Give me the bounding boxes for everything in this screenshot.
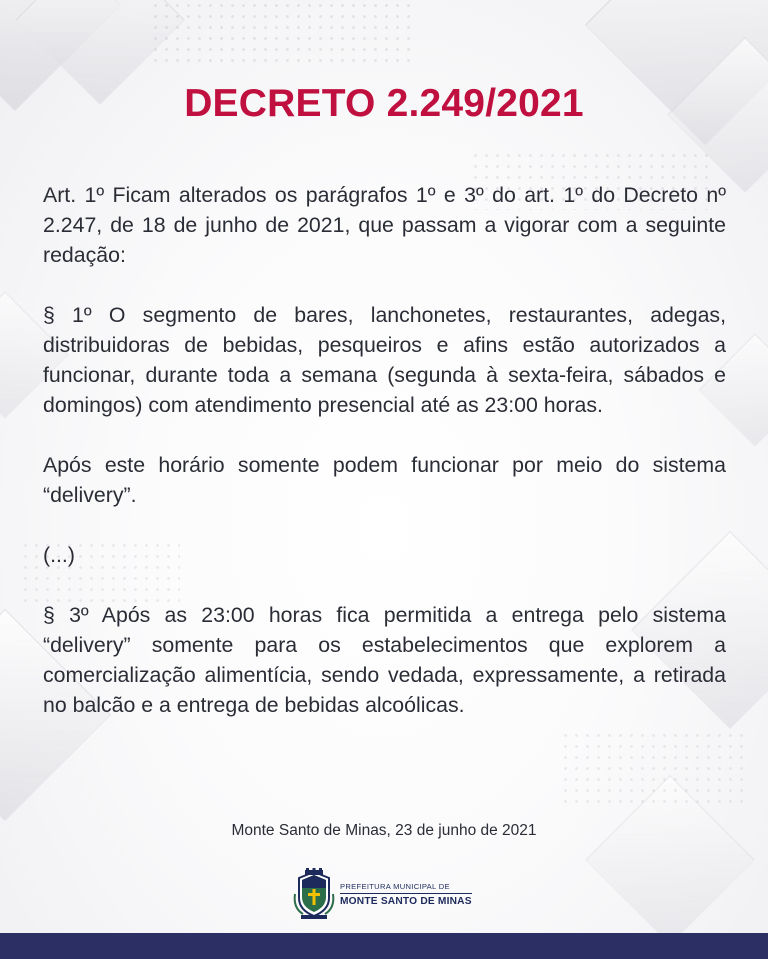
- decree-body: [43, 180, 726, 750]
- ellipsis-paragraph: (...): [43, 543, 75, 567]
- section-3-paragraph: § 3º Após as 23:00 horas fica permitida a entrega pelo sistema “delivery” somente para os estabelecimentos que explorem a comercialização alimentícia, sendo vedada, expressamente, a retirada no balcão e a entrega de bebidas alcoólicas.: [43, 603, 726, 717]
- logo-line-city: MONTE SANTO DE MINAS: [340, 895, 472, 907]
- decorative-dot-pattern: [150, 0, 410, 70]
- logo-line-prefeitura: PREFEITURA MUNICIPAL DE: [340, 882, 472, 894]
- article-1-paragraph: Art. 1º Ficam alterados os parágrafos 1º e 3º do art. 1º do Decreto nº 2.247, de 18 de junho de 2021, que passam a vigorar com a seguinte redação:: [43, 183, 726, 267]
- footer-bar: [0, 933, 768, 959]
- municipal-crest-icon: [293, 868, 335, 920]
- section-1-paragraph: § 1º O segmento de bares, lanchonetes, restaurantes, adegas, distribuidoras de bebidas, pesqueiros e afins estão autorizados a funcionar, durante toda a semana (segunda à sexta-feira, sábados e domingos) com atendimento presencial até as 23:00 horas.: [43, 303, 726, 417]
- municipal-logo: [293, 868, 483, 920]
- logo-text: [340, 882, 472, 907]
- after-hours-paragraph: Após este horário somente podem funcionar por meio do sistema “delivery”.: [43, 453, 726, 507]
- place-and-date: Monte Santo de Minas, 23 de junho de 2021: [231, 822, 537, 839]
- decree-title: DECRETO 2.249/2021: [184, 82, 584, 125]
